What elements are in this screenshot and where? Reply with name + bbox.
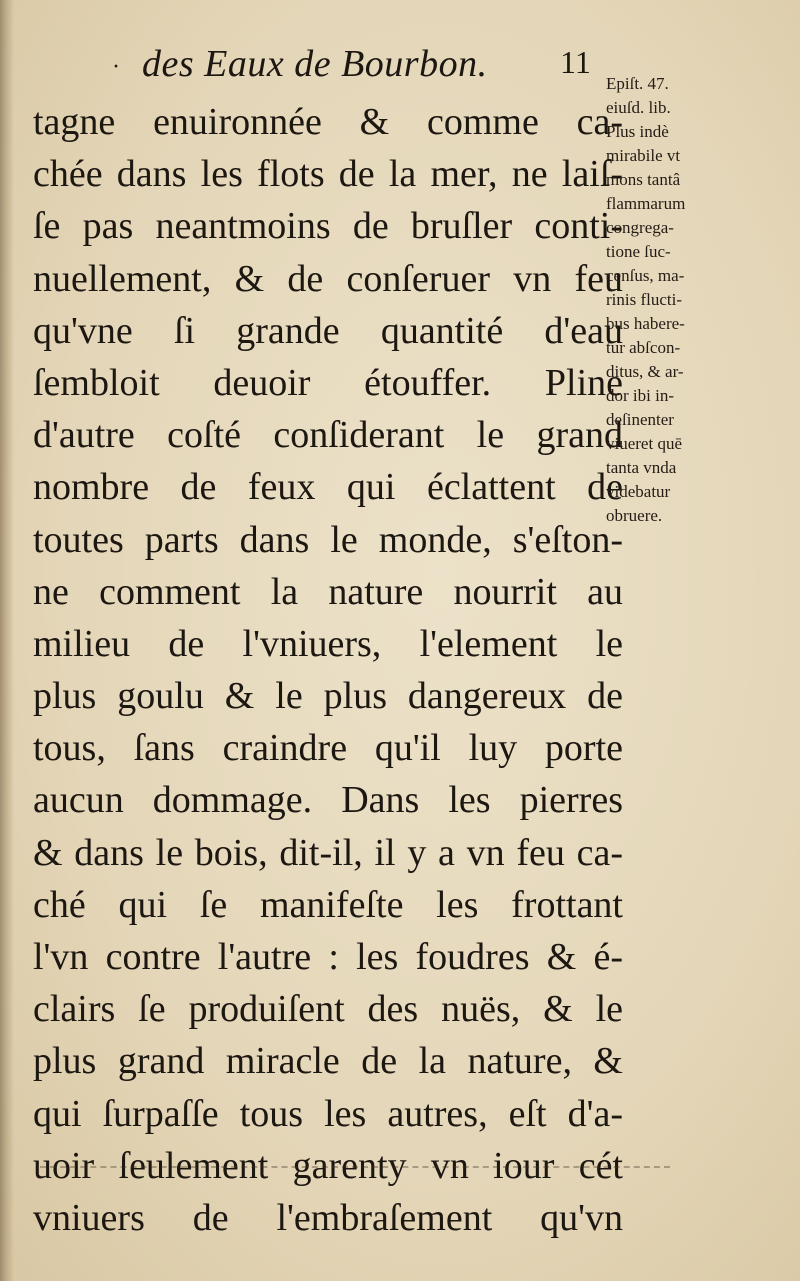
margin-note-line: bus habere-	[606, 314, 685, 333]
text-line: chée dans les flots de la mer, ne laiſ-	[33, 153, 623, 196]
text-line: plus grand miracle de la nature, &	[33, 1040, 623, 1083]
text-line: aucun dommage. Dans les pierres	[33, 779, 623, 822]
text-line: tagne enuironnée & comme ca-	[33, 101, 623, 143]
page-number: 11	[560, 44, 591, 80]
margin-note-line: congrega-	[606, 218, 674, 237]
margin-note-line: cenſus, ma-	[606, 266, 685, 285]
margin-note-line: flammarum	[606, 194, 686, 213]
running-head-ornament: ·	[112, 54, 120, 80]
text-line: vniuers de l'embraſement qu'vn	[33, 1196, 623, 1239]
text-line: ſe pas neantmoins de bruſler conti-	[33, 205, 623, 248]
margin-note-line: Epiſt. 47.	[606, 74, 669, 93]
text-line: toutes parts dans le monde, s'eſton-	[33, 518, 623, 561]
body-text	[33, 96, 623, 1244]
text-line: nombre de feux qui éclattent de	[33, 466, 623, 509]
text-line: nuellement, & de conſeruer vn feu	[33, 257, 623, 300]
margin-note-line: rinis flucti-	[606, 290, 683, 309]
margin-note-line: dor ibi in-	[606, 386, 674, 405]
text-line: ché qui ſe manifeſte les frottant	[33, 883, 623, 926]
text-line: uoir ſeulement garenty vn iour cét	[33, 1144, 623, 1187]
margin-note-line: Plus indè	[606, 122, 669, 141]
margin-note-line: videbatur	[606, 482, 671, 501]
text-line: plus goulu & le plus dangereux de	[33, 675, 623, 718]
margin-note-line: tur abſcon-	[606, 338, 681, 357]
margin-notes	[606, 72, 746, 528]
text-line: ne comment la nature nourrit au	[33, 570, 623, 613]
margin-note-line: tanta vnda	[606, 458, 677, 477]
margin-note-line: obruere.	[606, 506, 663, 525]
text-line: tous, ſans craindre qu'il luy porte	[33, 727, 623, 770]
text-line: milieu de l'vniuers, l'element le	[33, 622, 623, 665]
text-line: qu'vne ſi grande quantité d'eau	[33, 309, 623, 352]
text-line: d'autre coſté conſiderant le grand	[33, 414, 623, 457]
footer-rule	[40, 1166, 670, 1170]
margin-note-line: deſinenter	[606, 410, 674, 429]
text-line: l'vn contre l'autre : les foudres & é-	[33, 936, 623, 978]
margin-note-line: ditus, & ar-	[606, 362, 684, 381]
text-line: qui ſurpaſſe tous les autres, eſt d'a-	[33, 1092, 623, 1135]
margin-note-line: viueret quē	[606, 434, 682, 453]
margin-note-line: mirabile vt	[606, 146, 681, 165]
text-line: ſembloit deuoir étouffer. Pline	[33, 361, 623, 404]
margin-note-line: tione ſuc-	[606, 242, 671, 261]
margin-note-line: eiuſd. lib.	[606, 98, 671, 117]
running-head-title: des Eaux de Bourbon.	[142, 43, 488, 85]
spine-shadow	[0, 0, 14, 1281]
text-line: clairs ſe produiſent des nuës, & le	[33, 988, 623, 1031]
text-line: & dans le bois, dit-il, il y a vn feu ca-	[33, 831, 623, 874]
margin-note-line: mons tantâ	[606, 170, 681, 189]
